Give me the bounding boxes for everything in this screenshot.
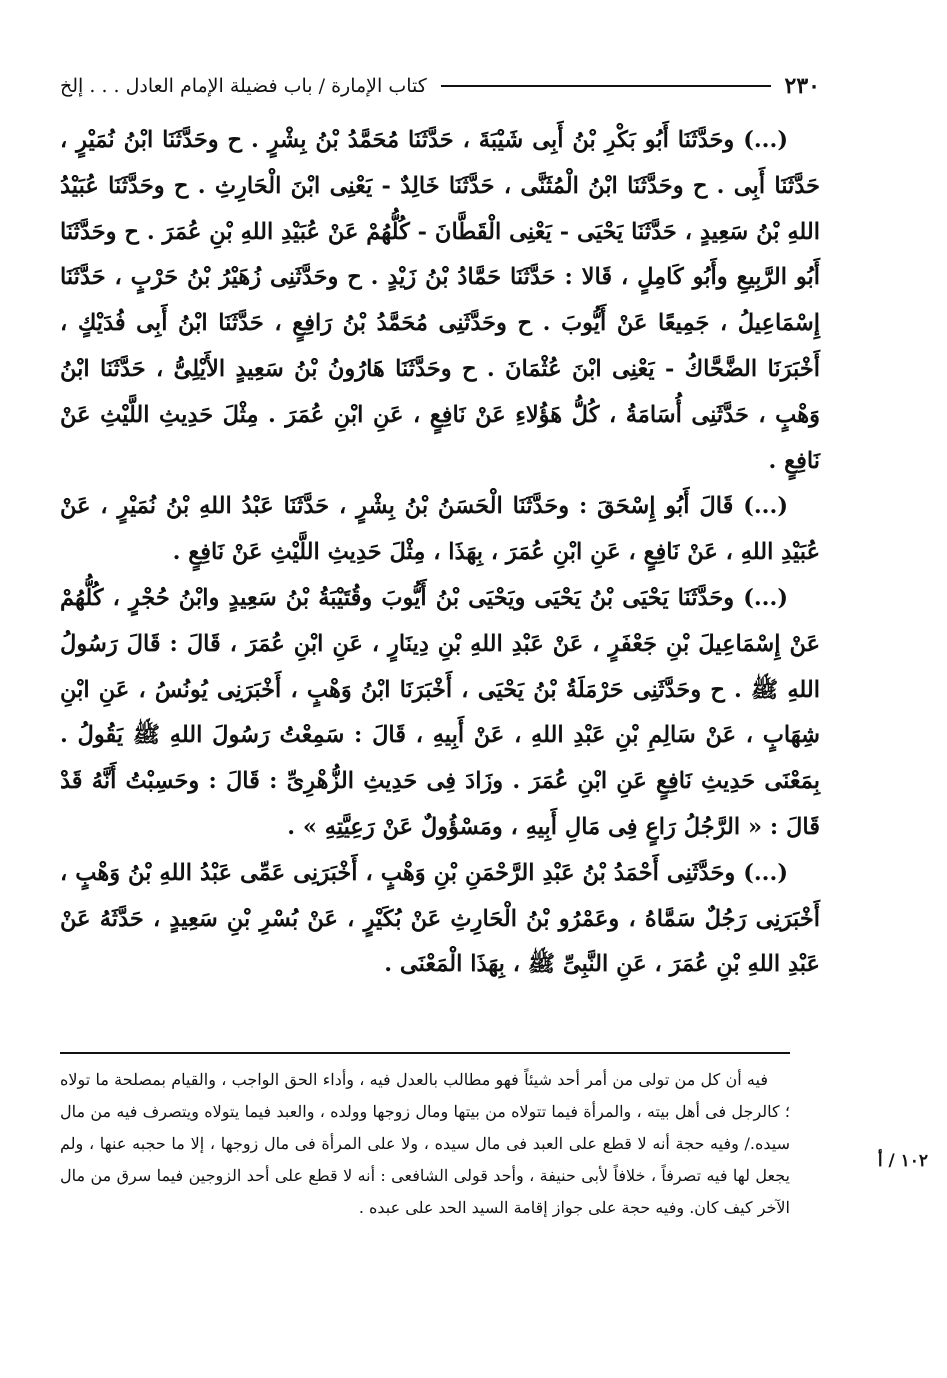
page-number: ٢٣٠ xyxy=(784,73,820,99)
footnote-separator xyxy=(60,1052,790,1054)
running-header xyxy=(60,66,820,106)
hadith-paragraph-1: (...) وحَدَّثَنَا أَبُو بَكْرِ بْنُ أَبِى شَيْبَةَ ، حَدَّثَنَا مُحَمَّدُ بْنُ بِشْرٍ . ح وحَدَّثَنَا ابْنُ نُمَيْرٍ ، حَدَّثَنَا أَبِى . ح وحَدَّثَنَا ابْنُ الْمُثَنَّى ، حَدَّثَنَا خَالِدٌ - يَعْنِى ابْنَ الْحَارِثِ . ح وحَدَّثَنَا عُبَيْدُ اللهِ بْنُ سَعِيدٍ ، حَدَّثَنَا يَحْيَى - يَعْنِى الْقَطَّانَ - كُلُّهُمْ عَنْ عُبَيْدِ اللهِ بْنِ عُمَرَ . ح وحَدَّثَنَا أَبُو الرَّبِيعِ وأَبُو كَامِلٍ ، قَالا : حَدَّثَنَا حَمَّادُ بْنُ زَيْدٍ . ح وحَدَّثَنِى زُهَيْرُ بْنُ حَرْبٍ ، حَدَّثَنَا إِسْمَاعِيلُ ، جَمِيعًا عَنْ أَيُّوبَ . ح وحَدَّثَنِى مُحَمَّدُ بْنُ رَافِعٍ ، حَدَّثَنَا ابْنُ أَبِى فُدَيْكٍ ، أَخْبَرَنَا الضَّحَّاكُ - يَعْنِى ابْنَ عُثْمَانَ . ح وحَدَّثَنَا هَارُونُ بْنُ سَعِيدٍ الأَيْلِىُّ ، حَدَّثَنَا ابْنُ وَهْبٍ ، حَدَّثَنِى أُسَامَةُ ، كُلُّ هَؤُلاءِ عَنْ نَافِعٍ ، عَنِ ابْنِ عُمَرَ . مِثْلَ حَدِيثِ اللَّيْثِ عَنْ نَافِعٍ . xyxy=(60,127,820,474)
hadith-text xyxy=(60,118,820,988)
hadith-paragraph-2: (...) قَالَ أَبُو إِسْحَقَ : وحَدَّثَنَا الْحَسَنُ بْنُ بِشْرٍ ، حَدَّثَنَا عَبْدُ اللهِ بْنُ نُمَيْرٍ ، عَنْ عُبَيْدِ اللهِ ، عَنْ نَافِعٍ ، عَنِ ابْنِ عُمَرَ ، بِهَذَا ، مِثْلَ حَدِيثِ اللَّيْثِ عَنْ نَافِعٍ . xyxy=(60,493,820,566)
manuscript-folio-note: ١٠٢ / أ xyxy=(877,1151,928,1171)
footnote-paragraph: فيه أن كل من تولى من أمر أحد شيئاً فهو مطالب بالعدل فيه ، وأداء الحق الواجب ، والقيام بمصلحة ما تولاه ؛ كالرجل فى أهل بيته ، والمرأة فيما تتولاه من بيتها ومال زوجها وولده ، والعبد فيما يتولاه ويتصرف فيه من مال سيده./ وفيه حجة أنه لا قطع على العبد فى مال سيده ، ولا على المرأة فى مال زوجها ، إلا ما حجبه عنها ، ولم يجعل لها فيه تصرفاً ، خلافاً لأبى حنيفة ، وأحد قولى الشافعى : أنه لا قطع على أحد الزوجين فيما سرق من مال الآخر كيف كان. وفيه حجة على جواز إقامة السيد الحد على عبده . xyxy=(60,1070,790,1217)
footnotes xyxy=(60,1064,790,1224)
header-rule xyxy=(441,85,771,87)
hadith-paragraph-4: (...) وحَدَّثَنِى أَحْمَدُ بْنُ عَبْدِ الرَّحْمَنِ بْنِ وَهْبٍ ، أَخْبَرَنِى عَمِّى عَبْدُ اللهِ بْنُ وَهْبٍ ، أَخْبَرَنِى رَجُلٌ سَمَّاهُ ، وعَمْرُو بْنُ الْحَارِثِ عَنْ بُكَيْرٍ ، عَنْ بُسْرِ بْنِ سَعِيدٍ ، حَدَّثَهُ عَنْ عَبْدِ اللهِ بْنِ عُمَرَ ، عَنِ النَّبِىِّ ﷺ ، بِهَذَا الْمَعْنَى . xyxy=(60,859,820,978)
header-title: كتاب الإمارة / باب فضيلة الإمام العادل . . . إلخ xyxy=(60,75,427,97)
hadith-paragraph-3: (...) وحَدَّثَنَا يَحْيَى بْنُ يَحْيَى ويَحْيَى بْنُ أَيُّوبَ وقُتَيْبَةُ بْنُ سَعِيدٍ وابْنُ حُجْرٍ ، كُلُّهُمْ عَنْ إِسْمَاعِيلَ بْنِ جَعْفَرٍ ، عَنْ عَبْدِ اللهِ بْنِ دِينَارٍ ، عَنِ ابْنِ عُمَرَ ، قَالَ : قَالَ رَسُولُ اللهِ ﷺ . ح وحَدَّثَنِى حَرْمَلَةُ بْنُ يَحْيَى ، أَخْبَرَنَا ابْنُ وَهْبٍ ، أَخْبَرَنِى يُونُسُ ، عَنِ ابْنِ شِهَابٍ ، عَنْ سَالِمِ بْنِ عَبْدِ اللهِ ، عَنْ أَبِيهِ ، قَالَ : سَمِعْتُ رَسُولَ اللهِ ﷺ يَقُولُ . بِمَعْنَى حَدِيثِ نَافِعٍ عَنِ ابْنِ عُمَرَ . وزَادَ فِى حَدِيثِ الزُّهْرِىِّ : قَالَ : وحَسِبْتُ أَنَّهُ قَدْ قَالَ : « الرَّجُلُ رَاعٍ فِى مَالِ أَبِيهِ ، ومَسْؤُولٌ عَنْ رَعِيَّتِهِ » . xyxy=(60,584,820,840)
